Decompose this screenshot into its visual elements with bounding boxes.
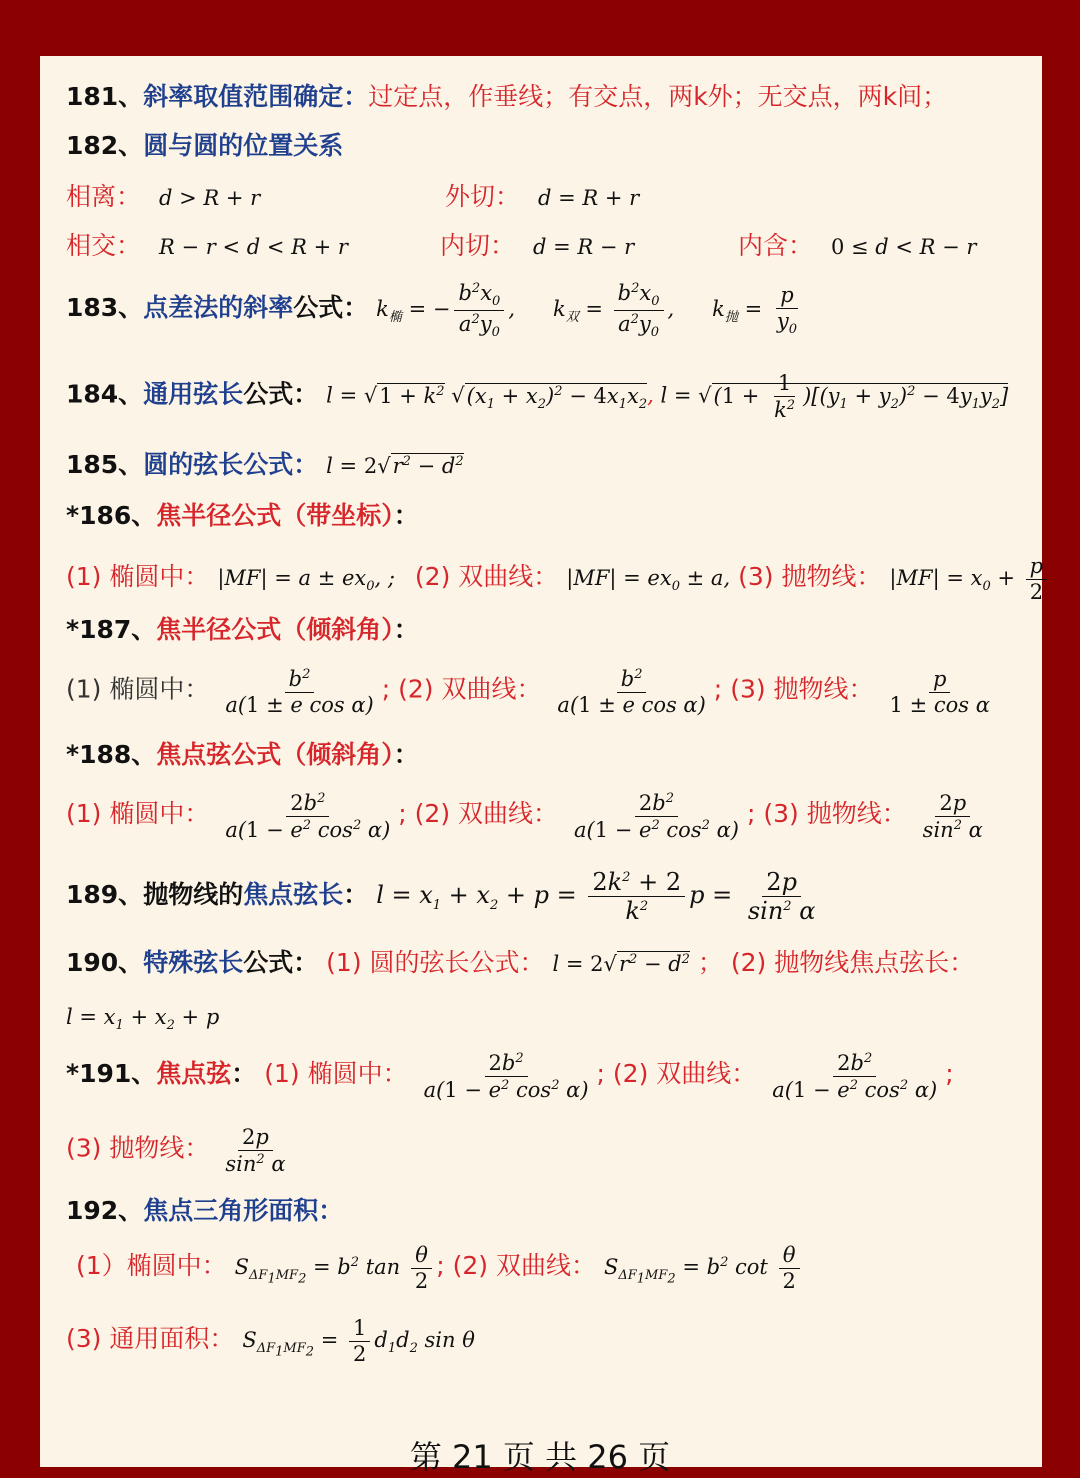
formula-191-ellipse: $\frac{2b^2}{a(1 - e^2 \cos^2 \alpha)}$ <box>423 1051 589 1102</box>
item-182-row2b: 内切： d = R − r <box>440 231 635 260</box>
formula-focal-radius-parabola: $|MF| = x_0$ + $\frac{p}{2}$ <box>889 566 1051 590</box>
item-182: 182、圆与圆的位置关系 <box>66 131 344 160</box>
item-182-row1b: 外切： d = R + r <box>445 182 640 211</box>
formula-focal-chord-ellipse: $\frac{2b^2}{a(1 - e^2 \cos^2 \alpha)}$ <box>225 791 391 842</box>
formula-slope-parabola: $k_抛$ = $\frac{p}{y_0}$ <box>712 283 798 338</box>
item-190-cont <box>66 1003 219 1032</box>
formula-focal-angle-hyperbola: $\frac{b^2}{\text{a(1 ± e cos α)}}$ <box>557 667 706 717</box>
formula-focal-chord-parabola: $\frac{2p}{\sin^2 \alpha}$ <box>922 790 983 842</box>
formula-separate: d > R + r <box>158 186 261 210</box>
formula-area-hyperbola: $S_{\Delta F_1MF_2} = b^2$ cot $\frac{\theta}{2}$ <box>604 1255 804 1279</box>
item-185: 185、圆的弦长公式： $l = 2√r^2 - d^2$ <box>66 450 464 479</box>
formula-focal-radius-ellipse: $|MF| = a \pm ex_0$, ; <box>217 566 395 595</box>
formula-191-hyperbola: $\frac{2b^2}{a(1 - e^2 \cos^2 \alpha)}$ <box>772 1051 938 1102</box>
formula-parabola-chord-2: $l = x_1 + x_2 + p$ <box>66 1005 220 1034</box>
formula-191-parabola: $\frac{2p}{\sin^2 \alpha}$ <box>225 1125 286 1176</box>
item-181: 181、斜率取值范围确定：过定点，作垂线；有交点，两k外；无交点，两k间； <box>66 82 948 111</box>
page-footer: 第 21 页 共 26 页 <box>409 1438 671 1476</box>
formula-circle-chord: $l = 2√r^2 - d^2$ <box>326 454 464 478</box>
formula-area-general: $S_{\Delta F_1MF_2}$ = $\frac{1}{2}$ $d_1d_2$ sin θ <box>242 1316 475 1366</box>
formula-chord-general: $l = √1 + k^2$ $√(x_1 + x_2)^2 - 4x_1x_2$, l = √(1 + $\frac{1}{k^2}$ )$[(y_1 + y_2)^2 - 4y_1y_2]$ <box>326 371 1009 422</box>
item-184: 184、通用弦长公式： $l = √1 + k^2$ $√(x_1 + x_2)^2 - 4x_1x_2$, l = √(1 + $\frac{1}{k^2}$ )$[(y_1 + y_2)^2 - 4y_1y_2]$ <box>66 371 1009 422</box>
item-186: *186、焦半径公式（带坐标）： <box>66 501 419 530</box>
formula-contain: 0 ≤ d < R − r <box>830 235 977 259</box>
formula-focal-radius-hyperbola: $|MF| = ex_0 \pm a$, <box>566 566 731 595</box>
formula-area-ellipse: $S_{\Delta F_1MF_2} = b^2$ tan $\frac{\theta}{2}$ <box>235 1255 437 1279</box>
formula-focal-angle-ellipse: $\frac{b^2}{\text{a(1 ± e cos α)}}$ <box>225 667 374 717</box>
item-188-formulas: (1) 椭圆中： $\frac{2b^2}{a(1 - e^2 \cos^2 \alpha)}$ ; (2) 双曲线： $\frac{2b^2}{a(1 - e^2 \cos^2 \alpha)}$ ; (3) 抛物线： $\frac{2p}{\sin^2 \alpha}$ <box>66 792 991 841</box>
item-187-formulas: (1) 椭圆中： $\frac{b^2}{\text{a(1 ± e cos α)}}$ ; (2) 双曲线： $\frac{b^2}{\text{a(1 ± e cos α)}}$ ; (3) 抛物线： $\frac{p}{\text{1 ± cos α}}$ <box>66 668 998 716</box>
formula-external-tangent: d = R + r <box>537 186 640 210</box>
formula-focal-angle-parabola: $\frac{p}{\text{1 ± cos α}}$ <box>889 666 990 717</box>
formula-focal-chord-hyperbola: $\frac{2b^2}{a(1 - e^2 \cos^2 \alpha)}$ <box>574 791 739 842</box>
formula-slope-hyperbola: $k_双$ = $\frac{b^2x_0}{a^2y_0}$ , <box>552 281 675 341</box>
item-192-formulas: (1）椭圆中： $S_{\Delta F_1MF_2} = b^2$ tan $\frac{\theta}{2}$ ; (2) 双曲线： $S_{\Delta F_1MF_2} = b^2$ cot $\frac{\theta}{2}$ <box>76 1245 804 1292</box>
item-192-general: (3) 通用面积： $S_{\Delta F_1MF_2}$ = $\frac{1}{2}$ $d_1d_2$ sin θ <box>66 1316 475 1366</box>
formula-intersect: R − r < d < R + r <box>158 235 348 259</box>
item-188: *188、焦点弦公式（倾斜角）： <box>66 740 419 769</box>
item-189: 189、抛物线的焦点弦长： $l = x_1 + x_2 + p$ = $\frac{2k^2 + 2}{k^2}$ p = $\frac{2p}{\sin^2 \alpha}$ <box>66 870 823 923</box>
item-190: 190、特殊弦长公式： (1) 圆的弦长公式： $l = 2√r^2 - d^2$ ； (2) 抛物线焦点弦长： <box>66 948 975 977</box>
formula-slope-ellipse: $k_椭$ = − $\frac{b^2x_0}{a^2y_0}$ , <box>376 281 516 341</box>
item-191-cont: (3) 抛物线： $\frac{2p}{\sin^2 \alpha}$ <box>66 1127 294 1175</box>
formula-internal-tangent: d = R − r <box>532 235 635 259</box>
item-182-row2: 相交： R − r < d < R + r <box>66 231 348 260</box>
item-192: 192、焦点三角形面积： <box>66 1196 344 1225</box>
item-191: *191、焦点弦： (1) 椭圆中： $\frac{2b^2}{a(1 - e^2 \cos^2 \alpha)}$ ; (2) 双曲线： $\frac{2b^2}{a(1 - e^2 \cos^2 \alpha)}$ ; <box>66 1051 954 1102</box>
formula-circle-chord-2: $l = 2√r^2 - d^2$ <box>552 952 690 976</box>
item-186-formulas: (1) 椭圆中： $|MF| = a \pm ex_0$, ; (2) 双曲线： $|MF| = ex_0 \pm a$, (3) 抛物线： $|MF| = x_0$ + $\frac{p}{2}$ <box>66 556 1051 603</box>
item-183: 183、点差法的斜率公式： $k_椭$ = − $\frac{b^2x_0}{a^2y_0}$ , $k_双$ = $\frac{b^2x_0}{a^2y_0}$ , $k_抛$ = $\frac{p}{y_0}$ <box>66 282 805 339</box>
item-187: *187、焦半径公式（倾斜角）： <box>66 615 419 644</box>
item-182-row1: 相离： d > R + r <box>66 182 261 211</box>
formula-parabola-focal-chord: $l = x_1 + x_2 + p$ = $\frac{2k^2 + 2}{k^2}$ p = $\frac{2p}{\sin^2 \alpha}$ <box>376 868 816 925</box>
item-182-row2c: 内含： 0 ≤ d < R − r <box>738 231 977 260</box>
